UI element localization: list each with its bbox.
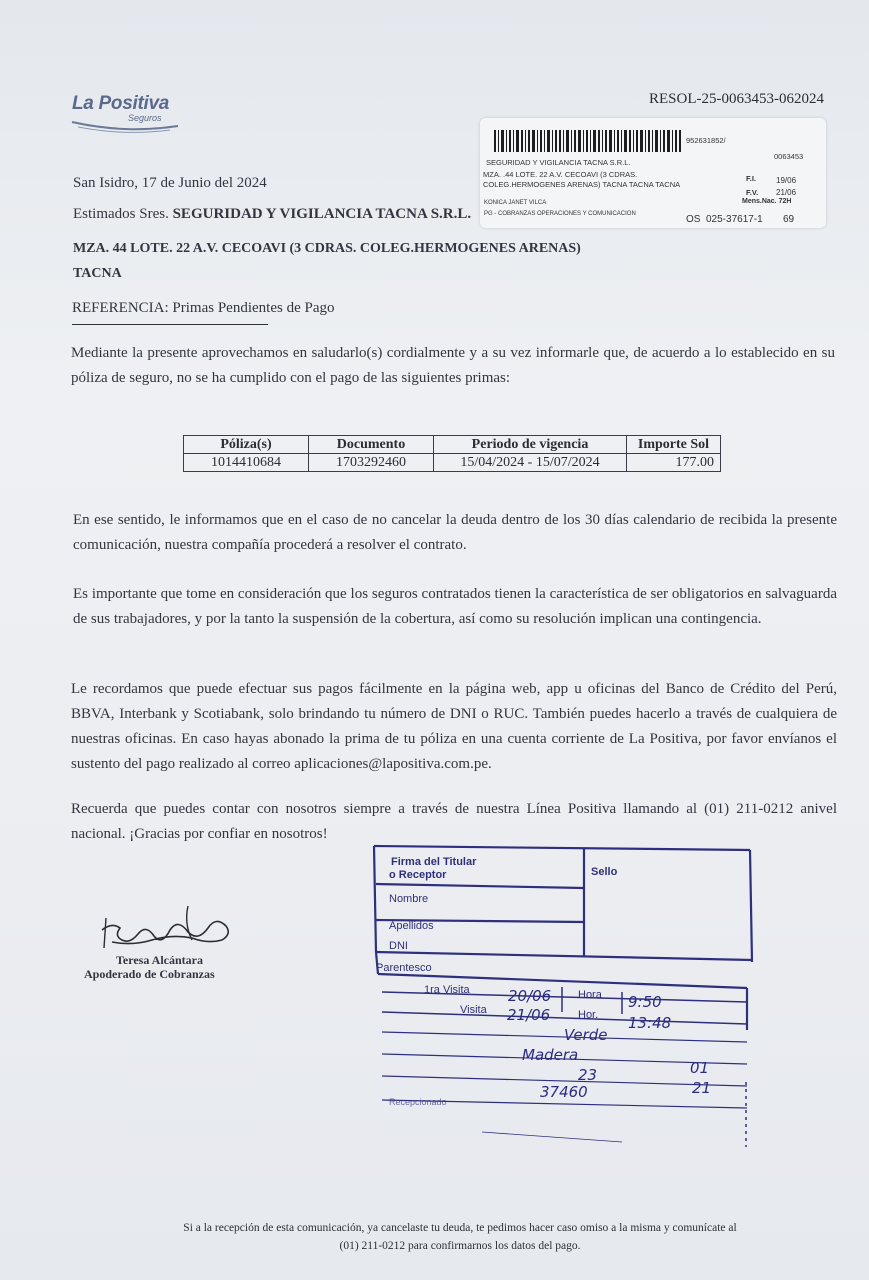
premiums-table: [183, 435, 721, 472]
sticker-fi: 19/06: [776, 176, 797, 185]
stamp-hora-label: Hora: [578, 989, 602, 1001]
signature-icon: [92, 900, 237, 955]
barcode-icon: [494, 130, 684, 152]
table-cell: 177.00: [627, 454, 721, 472]
paragraph-payment: Le recordamos que puede efectuar sus pagos fácilmente en la página web, app u oficinas del Banco de Crédito del Perú, BBVA, Interbank y Scotiabank, solo brindando tu número de DNI o RUC. También puedes hacerlo a través de cualquiera de nuestras oficinas. En caso hayas abonado la prima de tu póliza en una cuenta corriente de La Positiva, por favor envíanos el sustento del pago realizado al correo aplicaciones@lapositiva.com.pe.: [71, 681, 837, 772]
stamp-receptor-label: o Receptor: [389, 869, 447, 881]
footer-line1: Si a la recepción de esta comunicación, ya cancelaste tu deuda, te pedimos hacer caso omiso a la misma y comunícate al: [183, 1222, 737, 1234]
reference-underline: [72, 324, 268, 325]
stamp-apellidos-label: Apellidos: [389, 920, 434, 932]
handwritten-material: Madera: [522, 1046, 579, 1064]
company-logo: La Positiva: [72, 93, 170, 114]
shipping-sticker: [480, 118, 826, 228]
sticker-id: 0063453: [774, 152, 804, 161]
handwritten-number: 23: [578, 1066, 598, 1084]
stamp-visita1-label: 1ra Visita: [424, 984, 470, 996]
sticker-os-suffix: 69: [783, 214, 795, 225]
handwritten-time1: 9:50: [628, 993, 662, 1011]
paragraph-intro: Mediante la presente aprovechamos en saludarlo(s) cordialmente y a su vez informarle que, de acuerdo a lo establecido en su póliza de seguro, no se ha cumplido con el pago de las siguientes primas:: [71, 345, 835, 386]
paragraph-termination: En ese sentido, le informamos que en el caso de no cancelar la deuda dentro de los 30 días calendario de recibida la presente comunicación, nuestra compañía procederá a resolver el contrato.: [73, 512, 837, 553]
stamp-firma-label: Firma del Titular: [391, 856, 477, 868]
handwritten-date1: 20/06: [508, 987, 552, 1005]
sticker-line3: COLEG.HERMOGENES ARENAS) TACNA TACNA TACNA: [483, 180, 681, 189]
table-header: Documento: [309, 436, 434, 454]
greeting-prefix: Estimados Sres.: [73, 206, 169, 222]
table-header: Importe Sol: [627, 436, 721, 454]
company-logo-sub: Seguros: [128, 113, 162, 123]
paragraph-obligations: Es importante que tome en consideración que los seguros contratados tienen la característica de ser obligatorios en salvaguarda de sus trabajadores, y por la tanto la suspensión de la cobertura, así como su resolución implican una contingencia.: [73, 586, 837, 627]
handwritten-lot: 01: [690, 1059, 710, 1077]
letter-date: San Isidro, 17 de Junio del 2024: [73, 175, 267, 191]
sticker-barcode-number: 952631852/: [686, 136, 726, 145]
signer-title: Apoderado de Cobranzas: [84, 967, 215, 981]
resolution-number: RESOL-25-0063453-062024: [649, 91, 824, 107]
stamp-visita2-label: Visita: [460, 1004, 487, 1016]
reference: REFERENCIA: Primas Pendientes de Pago: [72, 300, 335, 316]
sticker-fi-label: F.I.: [746, 174, 757, 183]
table-header: Periodo de vigencia: [434, 436, 627, 454]
signer-name: Teresa Alcántara: [116, 953, 203, 967]
table-header: Póliza(s): [184, 436, 309, 454]
greeting: [73, 206, 471, 223]
stamp-firmado-label: Recepcionado: [389, 1097, 447, 1107]
stamp-parentesco-label: Parentesco: [376, 962, 432, 974]
table-header-row: [184, 436, 721, 454]
table-cell: 1703292460: [309, 454, 434, 472]
stamp-dni-label: DNI: [389, 940, 408, 952]
sticker-area: PG - COBRANZAS OPERACIONES Y COMUNICACION: [484, 211, 636, 217]
recipient-city: TACNA: [73, 266, 122, 281]
paragraph-contact: Recuerda que puedes contar con nosotros siempre a través de nuestra Línea Positiva llamando al (01) 211-0212 anivel nacional. ¡Gracias por confiar en nosotros!: [71, 801, 837, 842]
sticker-name: KONICA JANET VILCA: [484, 200, 547, 206]
sticker-mens: Mens.Nac. 72H: [742, 198, 792, 205]
sticker-line2: MZA. .44 LOTE. 22 A.V. CECOAVI (3 CDRAS.: [483, 170, 638, 179]
table-cell: 15/04/2024 - 15/07/2024: [434, 454, 627, 472]
table-cell: 1014410684: [184, 454, 309, 472]
sticker-fv: 21/06: [776, 188, 797, 197]
table-row: [184, 454, 721, 472]
sticker-os-number: 025-37617-1: [706, 214, 763, 225]
handwritten-dni: 37460: [540, 1083, 588, 1101]
sticker-os: OS: [686, 214, 701, 225]
recipient-address: MZA. 44 LOTE. 22 A.V. CECOAVI (3 CDRAS. COLEG.HERMOGENES ARENAS): [73, 241, 581, 256]
logo-swoosh-icon: [70, 118, 180, 134]
footer-line2: (01) 211-0212 para confirmarnos los datos del pago.: [339, 1240, 581, 1252]
stamp-nombre-label: Nombre: [389, 893, 429, 905]
handwritten-block: 21: [692, 1079, 712, 1097]
stamp-sello-label: Sello: [591, 866, 618, 878]
recipient-company: SEGURIDAD Y VIGILANCIA TACNA S.R.L.: [172, 206, 472, 222]
sticker-fv-label: F.V.: [746, 188, 759, 197]
handwritten-date2: 21/06: [507, 1006, 551, 1024]
handwritten-time2: 13:48: [628, 1014, 672, 1032]
sticker-line1: SEGURIDAD Y VIGILANCIA TACNA S.R.L.: [486, 158, 631, 167]
handwritten-color: Verde: [564, 1026, 608, 1044]
stamp-hora2-label: Hor.: [578, 1009, 599, 1021]
